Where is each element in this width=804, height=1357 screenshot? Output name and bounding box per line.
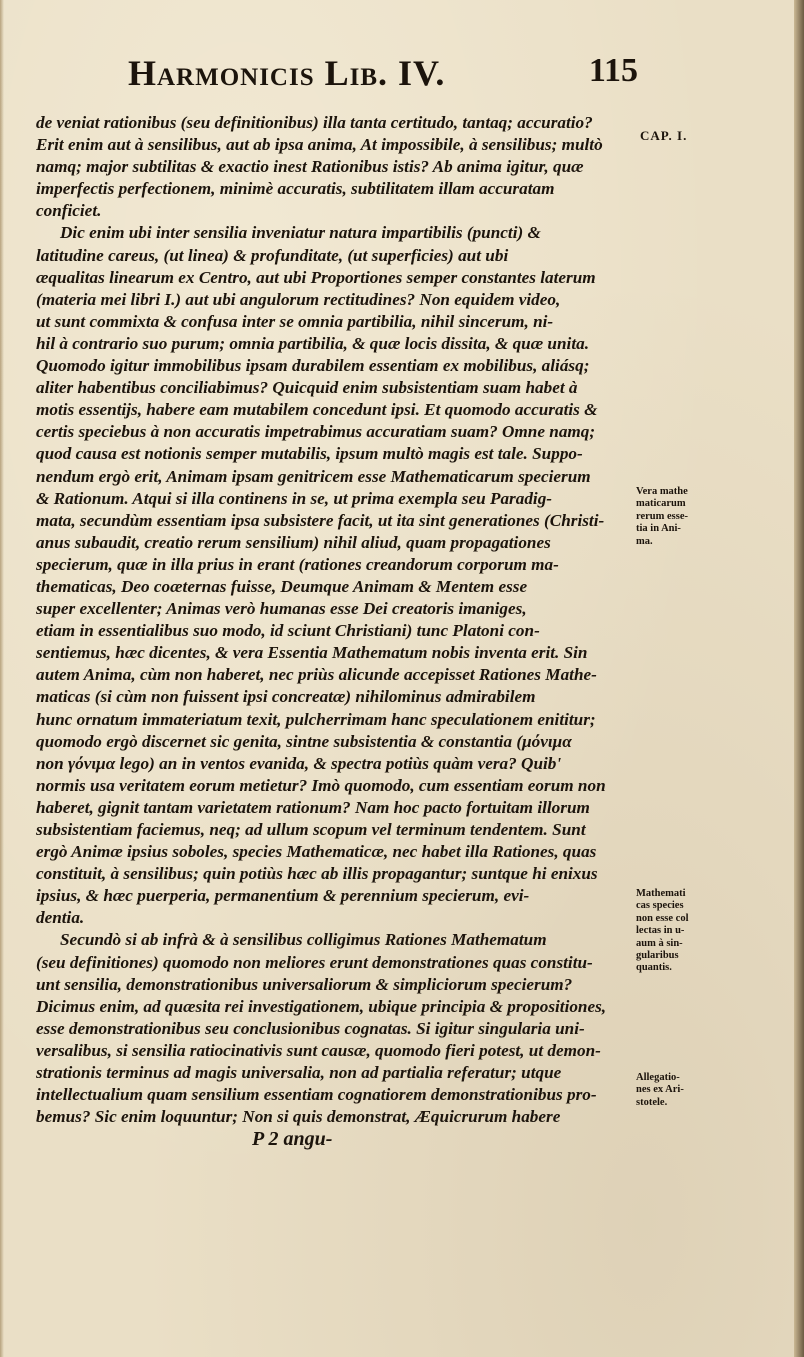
text-line: Quomodo igitur immobilibus ipsam durabilem essentiam ex mobilibus, aliásq; bbox=[36, 356, 590, 376]
text-line: Dic enim ubi inter sensilia inveniatur natura impartibilis (puncti) & bbox=[60, 223, 541, 243]
running-title: Harmonicis Lib. IV. bbox=[128, 53, 446, 93]
running-head bbox=[118, 52, 638, 96]
margin-note-line: quantis. bbox=[636, 962, 672, 974]
text-line: Secundò si ab infrà & à sensilibus colligimus Rationes Mathematum bbox=[60, 930, 547, 950]
margin-note-line: cas species bbox=[636, 900, 684, 912]
main-text-block bbox=[36, 112, 634, 1150]
text-line: haberet, gignit tantam varietatem rationum? Nam hoc pacto fortuitam illorum bbox=[36, 797, 590, 817]
chapter-marker: CAP. I. bbox=[640, 128, 688, 143]
text-line: certis speciebus à non accuratis impetrabimus accuratiam suam? Omne namq; bbox=[36, 422, 596, 442]
signature-catchword-line: P 2 angu- bbox=[252, 1128, 333, 1151]
text-line: anus subaudit, creatio rerum sensilium) nihil aliud, quam propagationes bbox=[36, 532, 551, 552]
text-line: nendum ergò erit, Animam ipsam genitricem esse Mathematicarum specierum bbox=[36, 466, 591, 486]
margin-note-line: rerum esse- bbox=[636, 510, 688, 522]
text-line: maticas (si cùm non fuissent ipsi concreatæ) nihilominus admirabilem bbox=[36, 687, 536, 707]
text-line: & Rationum. Atqui si illa continens in se, ut prima exempla seu Paradig- bbox=[36, 488, 553, 508]
text-line: quomodo ergò discernet sic genita, sintne subsistentia & constantia (μόνιμα bbox=[36, 731, 572, 751]
text-line: Dicimus enim, ad quæsita rei investigationem, ubique principia & propositiones, bbox=[36, 996, 607, 1016]
margin-note-line: nes ex Ari- bbox=[636, 1084, 684, 1096]
margin-note-line: ma. bbox=[636, 535, 653, 547]
text-line: æqualitas linearum ex Centro, aut ubi Proportiones semper constantes laterum bbox=[36, 267, 596, 287]
text-line: sentiemus, hæc dicentes, & vera Essentia Mathematum nobis inventa erit. Sin bbox=[36, 643, 588, 663]
text-line: normis usa veritatem eorum metietur? Imò quomodo, cum essentiam eorum non bbox=[36, 775, 606, 795]
text-line: subsistentiam faciemus, neq; ad ullum scopum vel terminum tendentem. Sunt bbox=[36, 820, 586, 839]
margin-note-mathematicas-species bbox=[636, 888, 712, 975]
page-left-edge bbox=[0, 0, 4, 1357]
text-line: ut sunt commixta & confusa inter se omnia partibilia, nihil sincerum, ni- bbox=[36, 311, 554, 331]
text-line: thematicas, Deo coæternas fuisse, Deumque Animam & Mentem esse bbox=[36, 576, 528, 596]
margin-note-vera-mathematicarum bbox=[636, 486, 712, 548]
text-line: intellectualium quam sensilium essentiam cognatiorem demonstrationibus pro- bbox=[36, 1085, 597, 1105]
margin-note-line: maticarum bbox=[636, 498, 686, 510]
margin-note-line: Mathemati bbox=[636, 888, 686, 899]
text-line: hil à contrario suo purum; omnia partibilia, & quæ locis dissita, & quæ unita. bbox=[36, 333, 589, 353]
text-line: aliter habentibus conciliabimus? Quicquid enim subsistentiam suam habet à bbox=[36, 378, 578, 398]
text-line: latitudine careus, (ut linea) & profunditate, (ut superficies) aut ubi bbox=[36, 245, 509, 265]
text-line: unt sensilia, demonstrationibus universaliorum & simpliciorum specierum? bbox=[36, 974, 573, 994]
text-line: ipsius, & hæc puerperia, permanentium & perennium specierum, evi- bbox=[36, 886, 530, 906]
text-line: autem Anima, cùm non haberet, nec priùs alicunde accepisset Rationes Mathe- bbox=[36, 665, 597, 685]
margin-note-line: non esse col bbox=[636, 912, 689, 924]
text-line: de veniat rationibus (seu definitionibus) illa tanta certitudo, tantaq; accuratio? bbox=[36, 113, 593, 132]
text-line: esse demonstrationibus seu conclusionibus cognatas. Si igitur singularia uni- bbox=[36, 1018, 585, 1038]
text-line: (seu definitiones) quomodo non meliores erunt demonstrationes quas constitu- bbox=[36, 952, 593, 972]
text-line: namq; major subtilitas & exactio inest Rationibus istis? Ab anima igitur, quæ bbox=[36, 157, 584, 177]
text-line: specierum, quæ in illa prius in erant (rationes creandorum corporum ma- bbox=[36, 554, 559, 574]
margin-note-line: gularibus bbox=[636, 950, 679, 962]
text-line: strationis terminus ad magis universalia, non ad partialia referatur; utque bbox=[36, 1063, 562, 1083]
text-line: non γόνιμα lego) an in ventos evanida, & spectra potiùs quàm vera? Quib' bbox=[36, 753, 562, 773]
text-line: quod causa est notionis semper mutabilis, ipsum multò magis est tale. Suppo- bbox=[36, 444, 583, 464]
page-number: 115 bbox=[588, 52, 638, 89]
text-line: super excellenter; Animas verò humanas esse Dei creatoris imaniges, bbox=[36, 599, 527, 619]
margin-note-line: Allegatio- bbox=[636, 1072, 680, 1083]
margin-note-line: Vera mathe bbox=[636, 486, 688, 497]
text-line: imperfectis perfectionem, minimè accuratis, subtilitatem illam accuratam bbox=[36, 179, 555, 199]
text-line: mata, secundùm essentiam ipsa subsistere facit, ut ita sint generationes (Christi- bbox=[36, 510, 605, 530]
text-line: versalibus, si sensilia ratiocinativis sunt causæ, quomodo fieri potest, ut demon- bbox=[36, 1040, 601, 1060]
text-line: dentia. bbox=[36, 908, 85, 928]
margin-note-line: aum à sin- bbox=[636, 937, 683, 949]
text-line: etiam in essentialibus suo modo, id sciunt Christiani) tunc Platoni con- bbox=[36, 621, 540, 641]
text-line: constituit, à sensilibus; quin potiùs hæc ab illis propagantur; suntque hi enixus bbox=[36, 864, 598, 884]
text-line: Erit enim aut à sensilibus, aut ab ipsa anima, At impossibile, à sensilibus; multò bbox=[36, 135, 603, 155]
text-line: motis essentijs, habere eam mutabilem concedunt ipsi. Et quomodo accuratis & bbox=[36, 400, 598, 420]
text-line: (materia mei libri I.) aut ubi angulorum rectitudines? Non equidem video, bbox=[36, 289, 561, 309]
margin-note-allegationes bbox=[636, 1072, 712, 1109]
page-right-edge bbox=[794, 0, 804, 1357]
text-line: bemus? Sic enim loquuntur; Non si quis demonstrat, Æquicrurum habere bbox=[36, 1107, 561, 1127]
text-line: conficiet. bbox=[36, 201, 102, 221]
margin-note-line: lectas in u- bbox=[636, 925, 685, 937]
text-line: ergò Animæ ipsius soboles, species Mathematicæ, nec habet illa Rationes, quas bbox=[36, 842, 597, 862]
margin-note-line: tia in Ani- bbox=[636, 523, 681, 535]
margin-note-line: stotele. bbox=[636, 1096, 668, 1108]
text-line: hunc ornatum immateriatum texit, pulcherrimam hanc speculationem enititur; bbox=[36, 709, 596, 729]
